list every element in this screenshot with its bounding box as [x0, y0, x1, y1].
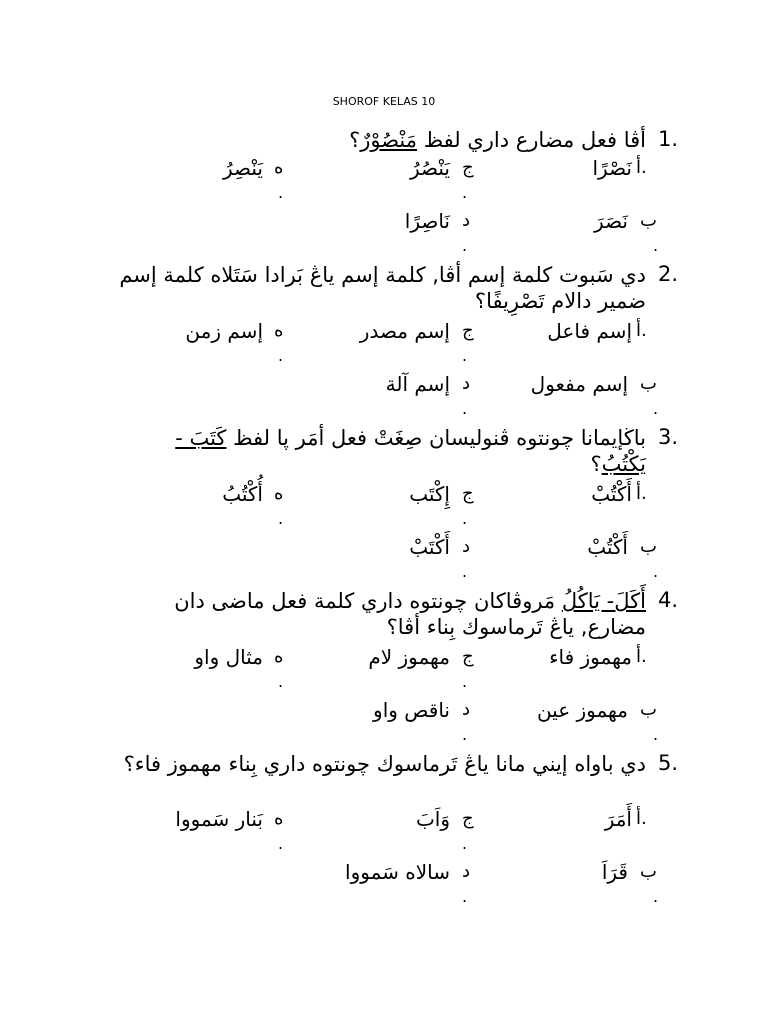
option-letter-d: د [462, 536, 471, 557]
option-letter-e: ه [274, 157, 284, 178]
option-letter-e: ه [274, 808, 284, 829]
option-c[interactable]: يَنْصُرُ [410, 156, 450, 180]
option-letter-b: ب [640, 536, 657, 557]
dot: . [462, 834, 468, 853]
option-letter-d: د [462, 699, 471, 720]
option-d[interactable]: سالاه سَمووا [345, 860, 450, 884]
dot: . [278, 183, 284, 202]
option-e[interactable]: يَنْصِرُ [223, 156, 263, 180]
option-letter-b: ب [640, 210, 657, 231]
option-e[interactable]: أُكْتُبُ [222, 482, 263, 506]
question-text: دي سَبوت كلمة إسم أڤا, كلمة إسم ياڠ بَرادا سَتَلاه كلمة إسم ضمير دالام تَصْرِيفًا؟ [119, 263, 646, 313]
question-text: أڤا فعل مضارع داري لفظ مَنْصُوْرٌ؟ [349, 128, 646, 152]
option-letter-b: ب [640, 699, 657, 720]
option-letter-a: أ. [636, 157, 647, 178]
option-d[interactable]: إسم آلة [385, 372, 450, 396]
dot: . [653, 887, 659, 906]
question-number: 2. [658, 262, 679, 286]
option-letter-a: أ. [636, 320, 647, 341]
dot: . [278, 509, 284, 528]
dot: . [462, 887, 468, 906]
option-c[interactable]: وَاَبَ [415, 807, 450, 831]
document-title: SHOROF KELAS 10 [332, 95, 436, 108]
option-letter-e: ه [274, 646, 284, 667]
option-letter-c: ج [462, 483, 474, 504]
dot: . [462, 725, 468, 744]
dot: . [462, 346, 468, 365]
dot: . [653, 236, 659, 255]
dot: . [278, 834, 284, 853]
option-a[interactable]: نَصْرًا [592, 156, 632, 180]
option-letter-d: د [462, 861, 471, 882]
dot: . [462, 562, 468, 581]
option-letter-a: أ. [636, 483, 647, 504]
option-letter-e: ه [274, 320, 284, 341]
option-b[interactable]: قَرَاَ [601, 860, 628, 884]
question-text: دي باواه إيني مانا ياڠ تَرماسوك چونتوه داري بِناء مهموز فاء؟ [123, 752, 646, 776]
dot: . [462, 236, 468, 255]
question-text: باڬإيمانا چونتوه ڤنوليسان صِغَتْ فعل أمَر ڽا لفظ كَتَبَ - يَكْتُبُ؟ [175, 426, 646, 476]
option-a[interactable]: إسم فاعل [547, 319, 632, 343]
option-b[interactable]: مهموز عين [536, 698, 628, 722]
option-letter-b: ب [640, 861, 657, 882]
option-b[interactable]: إسم مفعول [530, 372, 628, 396]
option-c[interactable]: إِكْتَب [409, 482, 450, 506]
option-d[interactable]: أَكْتَبْ [409, 535, 450, 559]
option-a[interactable]: مهموز فاء [549, 645, 632, 669]
option-e[interactable]: مثال واو [194, 645, 263, 669]
option-letter-d: د [462, 373, 471, 394]
question-number: 5. [658, 751, 679, 775]
option-a[interactable]: أَمَرَ [604, 807, 632, 831]
option-letter-c: ج [462, 646, 474, 667]
option-letter-b: ب [640, 373, 657, 394]
dot: . [462, 509, 468, 528]
option-letter-c: ج [462, 157, 474, 178]
dot: . [462, 672, 468, 691]
option-b[interactable]: نَصَرَ [594, 209, 628, 233]
dot: . [278, 346, 284, 365]
option-b[interactable]: أَكْتُبْ [587, 535, 628, 559]
option-letter-a: أ. [636, 808, 647, 829]
question-number: 1. [658, 127, 679, 151]
option-a[interactable]: أَكْتُبْ [591, 482, 632, 506]
option-d[interactable]: نَاصِرًا [404, 209, 450, 233]
option-c[interactable]: إسم مصدر [359, 319, 450, 343]
option-letter-c: ج [462, 808, 474, 829]
question-number: 3. [658, 425, 679, 449]
option-e[interactable]: إسم زمن [185, 319, 263, 343]
dot: . [653, 399, 659, 418]
dot: . [653, 562, 659, 581]
question-number: 4. [658, 588, 679, 612]
option-letter-e: ه [274, 483, 284, 504]
option-c[interactable]: مهموز لام [368, 645, 450, 669]
dot: . [462, 399, 468, 418]
option-letter-c: ج [462, 320, 474, 341]
dot: . [462, 183, 468, 202]
question-text: أَكَلَ- يَاكُلُ مَروڤاكان چونتوه داري كلمة فعل ماضى دان مضارع, ياڠ تَرماسوك بِناء أڤا؟ [174, 589, 646, 639]
option-letter-d: د [462, 210, 471, 231]
option-e[interactable]: بَنار سَمووا [175, 807, 263, 831]
dot: . [278, 672, 284, 691]
dot: . [653, 725, 659, 744]
option-d[interactable]: ناقص واو [373, 698, 450, 722]
option-letter-a: أ. [636, 646, 647, 667]
